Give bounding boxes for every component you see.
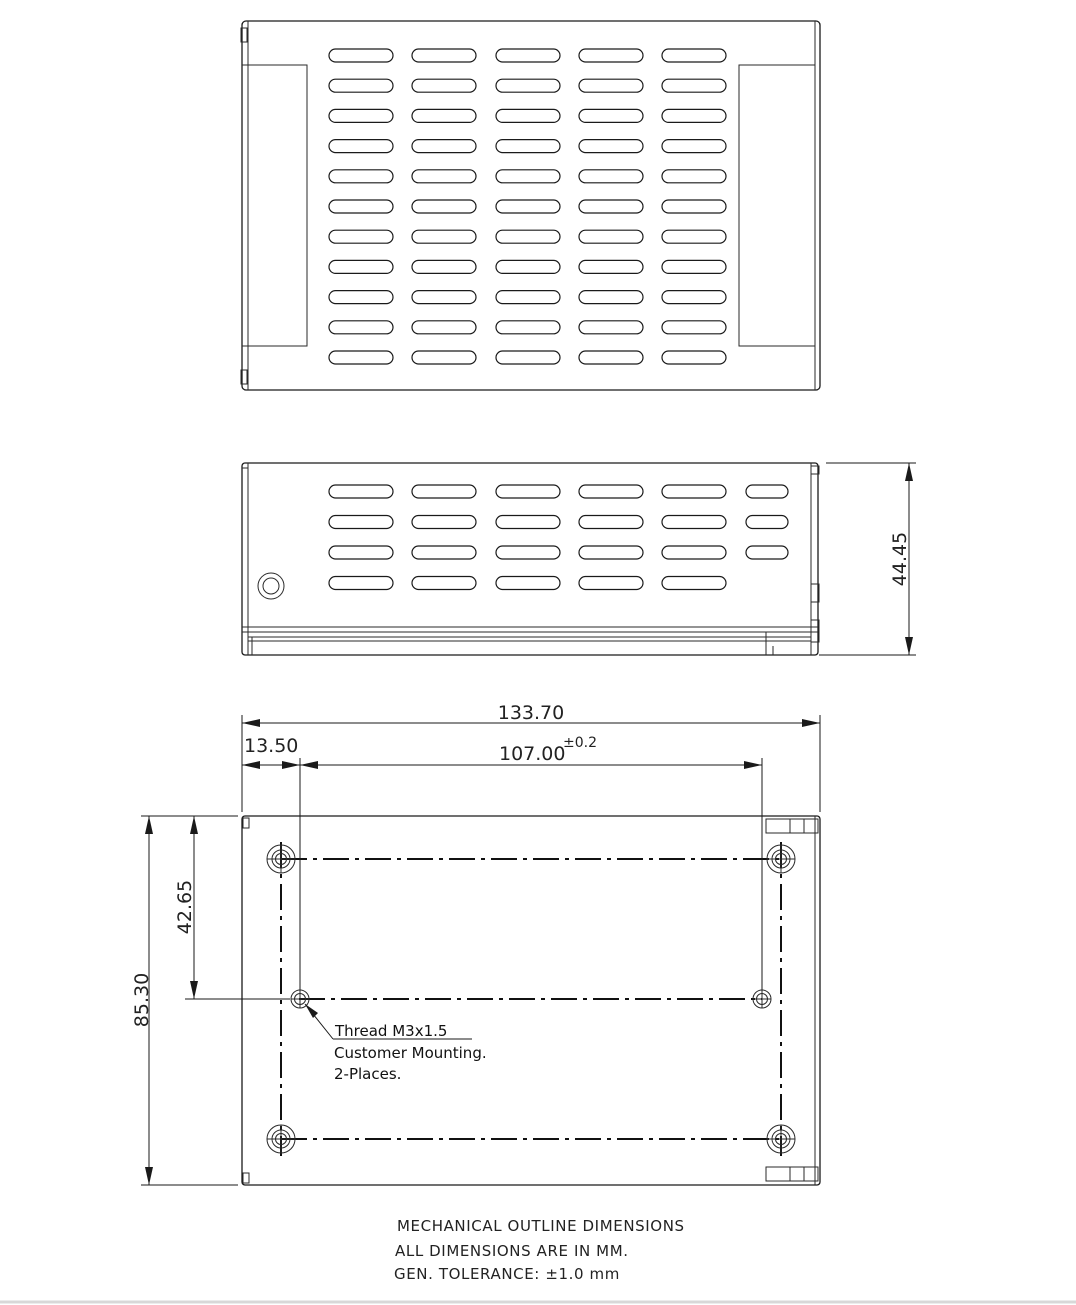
drawing-notes bbox=[394, 1217, 685, 1283]
vent-slot bbox=[496, 516, 560, 529]
vent-slot bbox=[329, 230, 393, 243]
vent-slot bbox=[579, 260, 643, 273]
vent-slot bbox=[412, 230, 476, 243]
top-left-panel bbox=[248, 65, 307, 346]
vent-slot bbox=[412, 577, 476, 590]
vent-slot bbox=[496, 109, 560, 122]
thread-callout bbox=[305, 1004, 487, 1083]
vent-slot bbox=[412, 351, 476, 364]
vent-slot bbox=[662, 485, 726, 498]
vent-slot bbox=[746, 516, 788, 529]
vent-slot bbox=[579, 291, 643, 304]
edge-offset-label: 13.50 bbox=[244, 735, 299, 757]
vent-slot bbox=[412, 109, 476, 122]
vent-slot bbox=[329, 260, 393, 273]
vent-slot bbox=[662, 200, 726, 213]
vent-slot bbox=[579, 351, 643, 364]
half-depth-dimension bbox=[174, 816, 290, 999]
vent-slot bbox=[579, 321, 643, 334]
mounting-hole-icon bbox=[267, 845, 295, 873]
mounting-hole-icon bbox=[767, 1125, 795, 1153]
vent-slot bbox=[496, 321, 560, 334]
vent-slot bbox=[412, 546, 476, 559]
vent-slot bbox=[329, 516, 393, 529]
vent-slot bbox=[746, 546, 788, 559]
vent-slot bbox=[496, 140, 560, 153]
vent-slot bbox=[412, 170, 476, 183]
vent-slot bbox=[329, 485, 393, 498]
vent-slot bbox=[579, 170, 643, 183]
vent-slot bbox=[329, 577, 393, 590]
vent-slot bbox=[662, 291, 726, 304]
vent-slot bbox=[496, 577, 560, 590]
vent-slot bbox=[579, 516, 643, 529]
vent-slot bbox=[496, 79, 560, 92]
vent-slot bbox=[662, 79, 726, 92]
overall-width-label: 133.70 bbox=[497, 702, 565, 724]
thread-hole-icon bbox=[753, 990, 771, 1008]
vent-slot bbox=[412, 49, 476, 62]
vent-slot bbox=[496, 351, 560, 364]
vent-slot bbox=[329, 49, 393, 62]
vent-slot bbox=[662, 546, 726, 559]
edge-offset-dimension bbox=[242, 735, 300, 769]
mounting-hole-icon bbox=[767, 845, 795, 873]
vent-slot bbox=[496, 170, 560, 183]
vent-slot bbox=[329, 351, 393, 364]
vent-slot bbox=[412, 260, 476, 273]
note-units: ALL DIMENSIONS ARE IN MM. bbox=[395, 1242, 629, 1260]
vent-slot bbox=[329, 291, 393, 304]
overall-depth-dimension bbox=[131, 816, 238, 1185]
vent-slot bbox=[746, 485, 788, 498]
vent-slot bbox=[662, 109, 726, 122]
vent-slot bbox=[412, 321, 476, 334]
vent-slot bbox=[662, 140, 726, 153]
vent-slot bbox=[579, 230, 643, 243]
vent-slot bbox=[412, 291, 476, 304]
half-depth-label: 42.65 bbox=[174, 879, 196, 935]
vent-slot bbox=[412, 200, 476, 213]
vent-slot bbox=[579, 109, 643, 122]
side-view bbox=[242, 463, 916, 655]
vent-slot bbox=[412, 79, 476, 92]
vent-slot bbox=[496, 49, 560, 62]
vent-slot bbox=[496, 200, 560, 213]
bottom-view-outline bbox=[242, 816, 820, 1185]
vent-slot bbox=[496, 291, 560, 304]
side-vent-slots bbox=[329, 485, 788, 590]
overall-width-dimension bbox=[242, 702, 820, 727]
side-screw-icon bbox=[258, 573, 284, 599]
callout-thread: Thread M3x1.5 bbox=[335, 1022, 448, 1040]
vent-slot bbox=[329, 200, 393, 213]
vent-slot bbox=[412, 140, 476, 153]
vent-slot bbox=[579, 79, 643, 92]
callout-places: 2-Places. bbox=[334, 1065, 402, 1083]
vent-slot bbox=[579, 485, 643, 498]
vent-slot bbox=[662, 230, 726, 243]
vent-slot bbox=[329, 546, 393, 559]
vent-slot bbox=[329, 79, 393, 92]
vent-slot bbox=[412, 485, 476, 498]
vent-slot bbox=[579, 546, 643, 559]
height-dimension bbox=[819, 463, 916, 655]
vent-slot bbox=[329, 170, 393, 183]
vent-slot bbox=[496, 260, 560, 273]
top-vent-slots bbox=[329, 49, 726, 364]
overall-depth-label: 85.30 bbox=[131, 972, 153, 1028]
vent-slot bbox=[662, 260, 726, 273]
vent-slot bbox=[662, 49, 726, 62]
vent-slot bbox=[662, 351, 726, 364]
vent-slot bbox=[662, 577, 726, 590]
bottom-view bbox=[131, 702, 820, 1185]
hole-spacing-dimension bbox=[300, 735, 762, 769]
mounting-hole-icon bbox=[267, 1125, 295, 1153]
vent-slot bbox=[329, 321, 393, 334]
top-view bbox=[241, 21, 820, 390]
hole-spacing-label: 107.00 bbox=[499, 743, 566, 765]
height-label: 44.45 bbox=[889, 531, 911, 587]
vent-slot bbox=[579, 49, 643, 62]
vent-slot bbox=[662, 170, 726, 183]
vent-slot bbox=[579, 200, 643, 213]
vent-slot bbox=[496, 230, 560, 243]
vent-slot bbox=[412, 516, 476, 529]
top-right-panel bbox=[739, 65, 815, 346]
vent-slot bbox=[329, 109, 393, 122]
vent-slot bbox=[662, 516, 726, 529]
note-tolerance: GEN. TOLERANCE: ±1.0 mm bbox=[394, 1265, 620, 1283]
note-title: MECHANICAL OUTLINE DIMENSIONS bbox=[397, 1217, 685, 1235]
vent-slot bbox=[579, 577, 643, 590]
vent-slot bbox=[579, 140, 643, 153]
vent-slot bbox=[329, 140, 393, 153]
vent-slot bbox=[496, 546, 560, 559]
hole-spacing-tolerance: ±0.2 bbox=[563, 735, 597, 751]
vent-slot bbox=[496, 485, 560, 498]
vent-slot bbox=[662, 321, 726, 334]
callout-mounting: Customer Mounting. bbox=[334, 1044, 487, 1062]
